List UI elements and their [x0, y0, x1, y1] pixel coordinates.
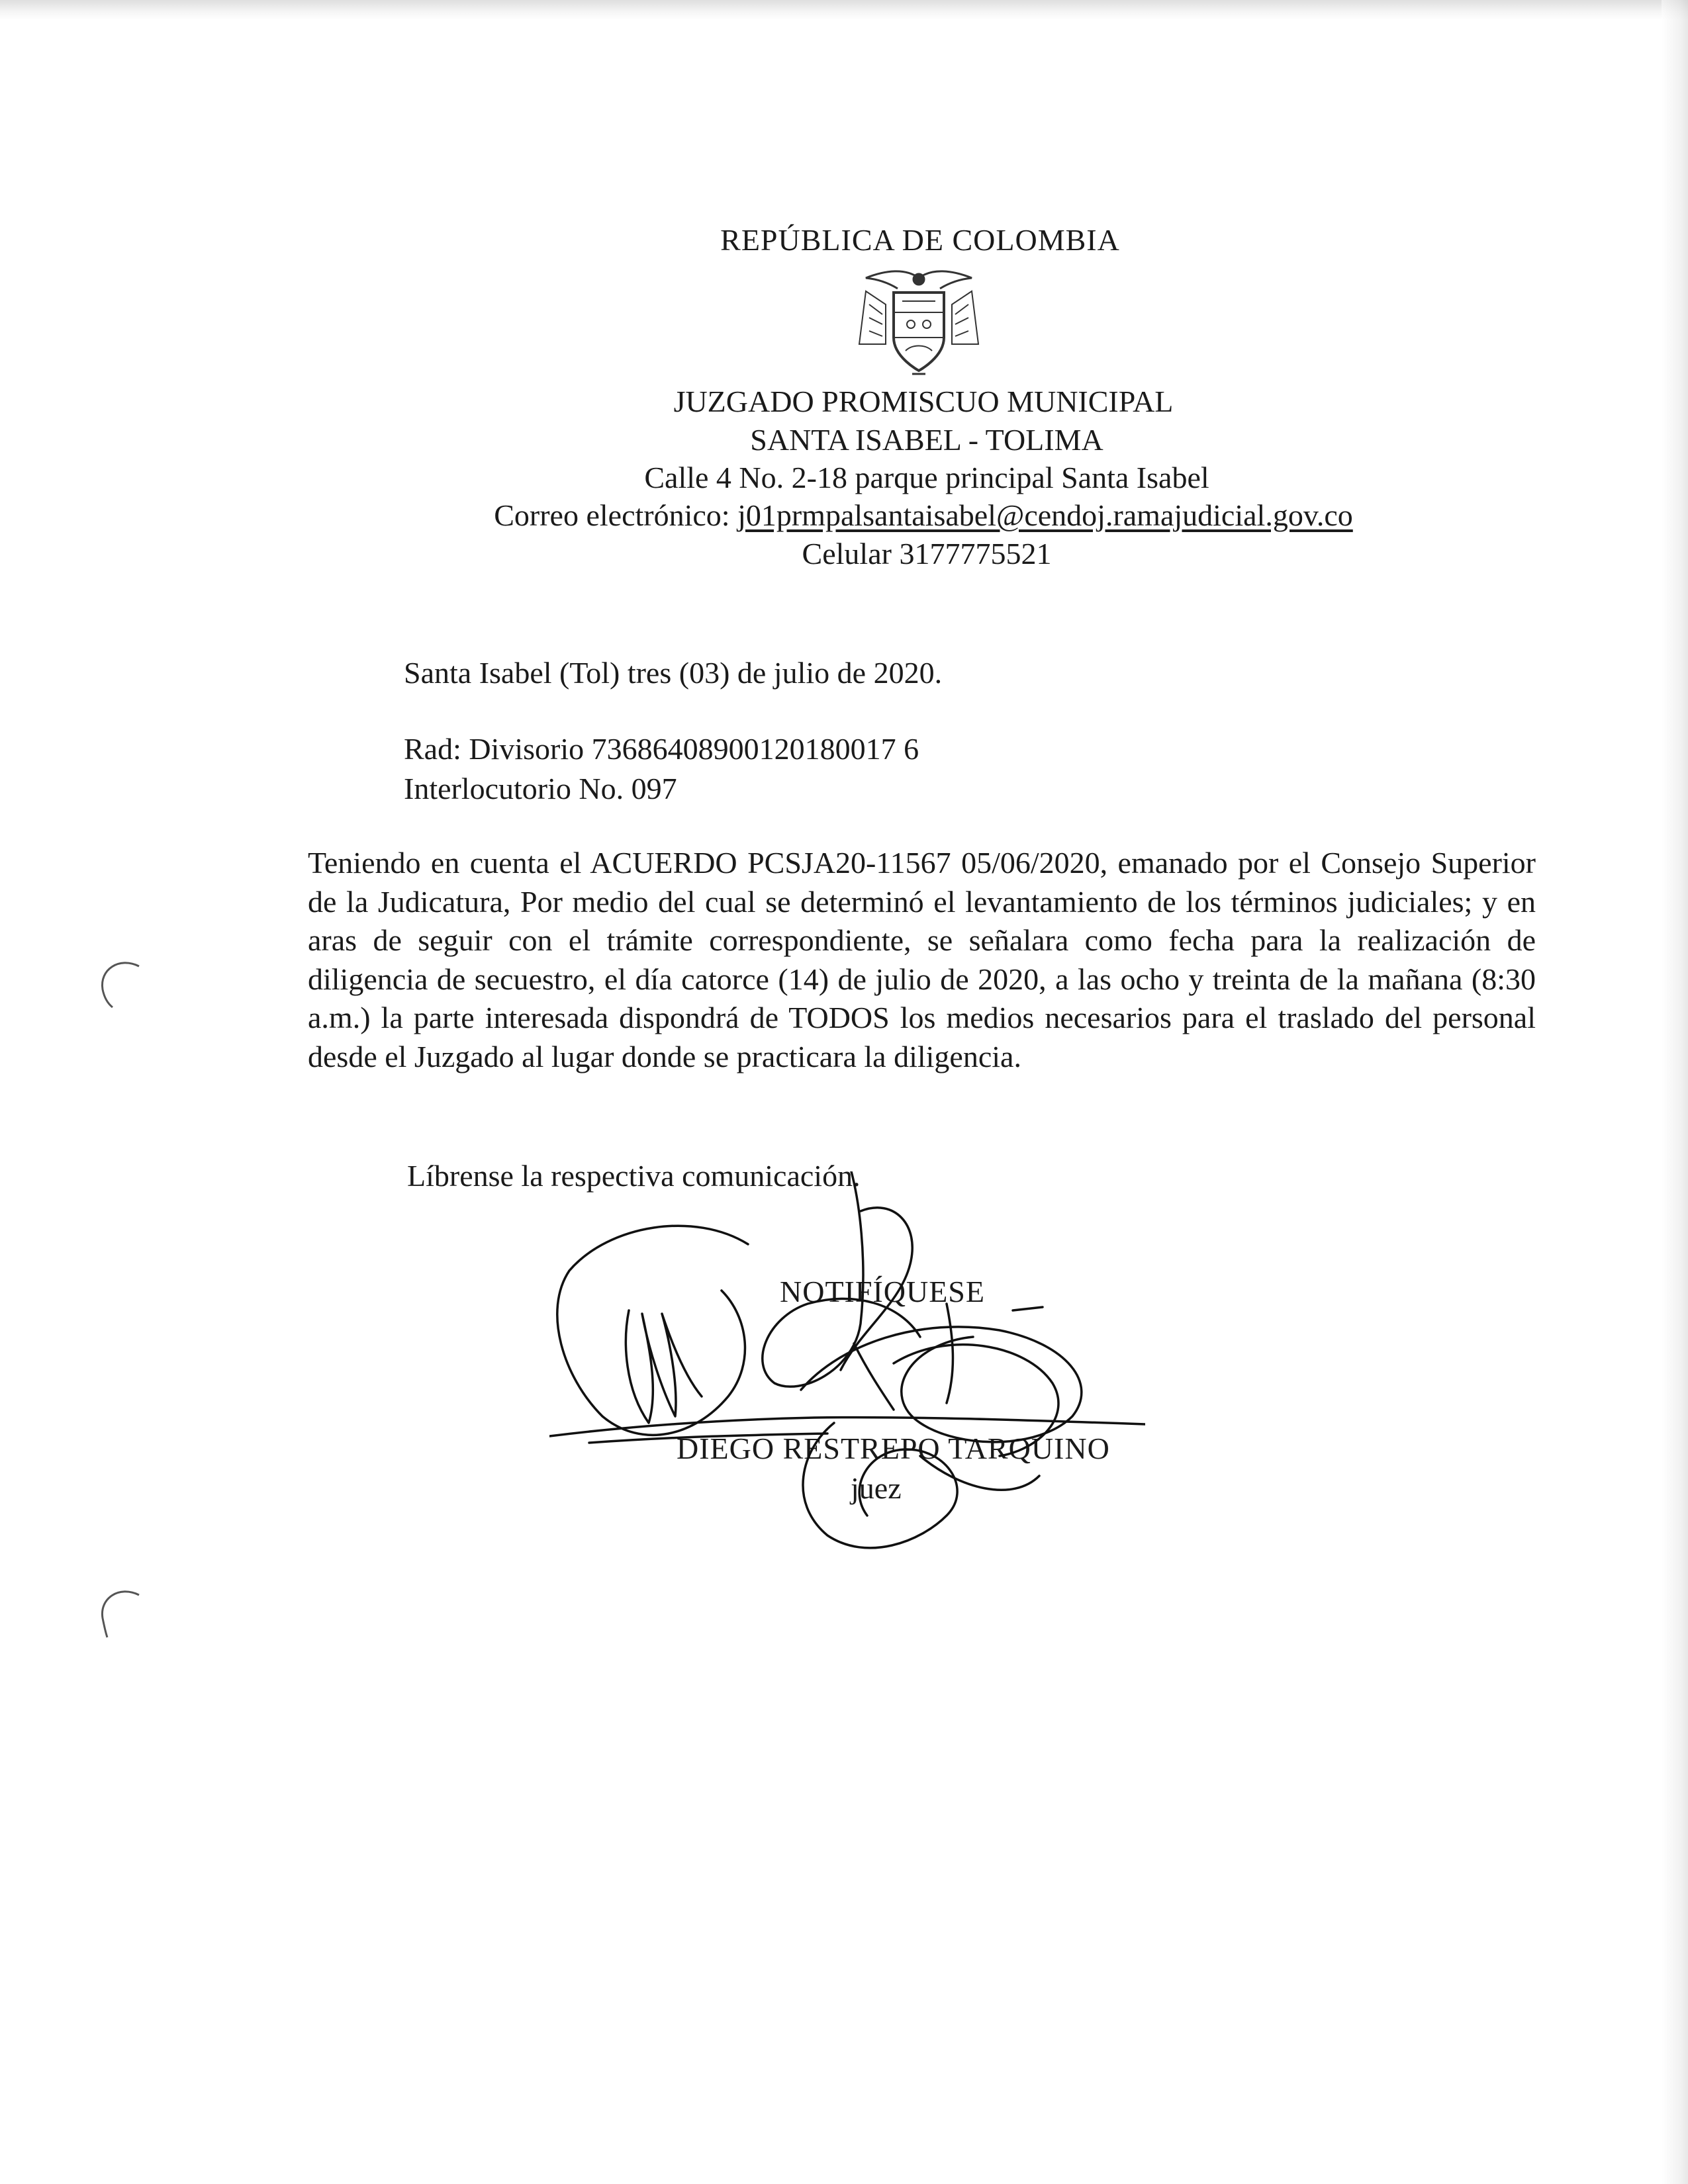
- hole-punch-mark: [93, 1582, 152, 1641]
- header-court: JUZGADO PROMISCUO MUNICIPAL: [673, 385, 1174, 418]
- header-city: SANTA ISABEL - TOLIMA: [750, 423, 1103, 457]
- hole-punch-mark: [93, 953, 152, 1013]
- email-label: Correo electrónico:: [494, 498, 738, 532]
- coat-of-arms-icon: [839, 265, 998, 381]
- header-address: Calle 4 No. 2-18 parque principal Santa Isabel: [644, 461, 1209, 494]
- header-country: REPÚBLICA DE COLOMBIA: [720, 223, 1120, 257]
- closing-line: Líbrense la respectiva comunicación.: [407, 1159, 861, 1193]
- case-number: Rad: Divisorio 73686408900120180017 6: [404, 732, 919, 766]
- email-link[interactable]: j01prmpalsantaisabel@cendoj.ramajudicial.gov.co: [737, 498, 1353, 532]
- body-paragraph: Teniendo en cuenta el ACUERDO PCSJA20-11567 05/06/2020, emanado por el Consejo Superior de la Judicatura, Por medio del cual se determinó el levantamiento de los términos judiciales; y en aras de seguir con el trámite correspondiente, se señalara como fecha para la realización de diligencia de secuestro, el día catorce (14) de julio de 2020, a las ocho y treinta de la mañana (8:30 a.m.) la parte interesada dispondrá de TODOS los medios necesarios para el traslado del personal desde el Juzgado al lugar donde se practicara la diligencia.: [308, 846, 1536, 1073]
- header-email-line: [0, 498, 1688, 533]
- document-date: Santa Isabel (Tol) tres (03) de julio de 2020.: [404, 656, 943, 690]
- notify-heading: NOTIFÍQUESE: [780, 1275, 985, 1308]
- judge-role: juez: [851, 1471, 902, 1505]
- scan-edge-right: [1662, 0, 1688, 2184]
- header-phone: Celular 3177775521: [802, 537, 1052, 570]
- scan-edge-top: [0, 0, 1688, 20]
- judge-name: DIEGO RESTREPO TARQUINO: [677, 1432, 1110, 1465]
- interlocutorio-number: Interlocutorio No. 097: [404, 772, 677, 805]
- handwritten-signature: [549, 1171, 1145, 1555]
